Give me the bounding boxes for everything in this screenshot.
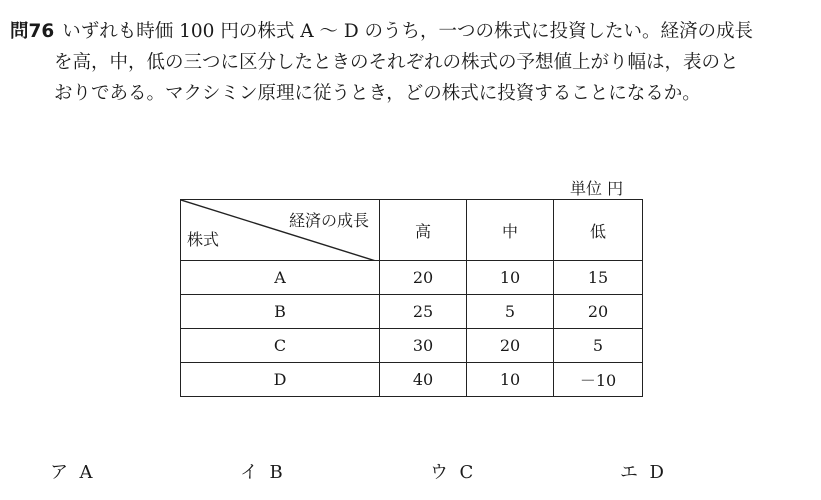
row-label: B xyxy=(181,295,380,329)
column-header-low: 低 xyxy=(554,200,643,261)
question-line-3: おりである。マクシミン原理に従うとき，どの株式に投資することになるか。 xyxy=(54,83,701,104)
choice-text: A xyxy=(79,462,93,483)
table-cell: 20 xyxy=(554,295,643,329)
question-line-1-text: いずれも時価 100 円の株式 A ～ D のうち，一つの株式に投資したい。経済の成長 xyxy=(62,21,754,42)
row-label: C xyxy=(181,329,380,363)
question-line-1 xyxy=(10,16,810,47)
question-number: 問76 xyxy=(10,21,55,42)
column-header-mid: 中 xyxy=(467,200,554,261)
choice-mark: エ xyxy=(620,462,638,483)
table-row xyxy=(181,261,643,295)
corner-column-header: 経済の成長 xyxy=(288,211,369,230)
choice-d[interactable] xyxy=(620,458,664,484)
choice-mark: ア xyxy=(50,462,68,483)
unit-label: 単位 円 xyxy=(570,179,624,198)
table-cell: －10 xyxy=(554,363,643,397)
table-cell: 5 xyxy=(554,329,643,363)
choice-a[interactable] xyxy=(50,458,92,484)
table-cell: 40 xyxy=(380,363,467,397)
row-label: A xyxy=(181,261,380,295)
choice-text: C xyxy=(459,462,474,483)
table-corner-cell xyxy=(181,200,380,261)
table-cell: 10 xyxy=(467,261,554,295)
table-cell: 5 xyxy=(467,295,554,329)
table-row xyxy=(181,329,643,363)
table-cell: 20 xyxy=(380,261,467,295)
choice-b[interactable] xyxy=(240,458,283,484)
payoff-table xyxy=(180,199,643,397)
table-row xyxy=(181,363,643,397)
choice-mark: イ xyxy=(240,462,258,483)
choice-mark: ウ xyxy=(430,462,448,483)
choice-text: B xyxy=(269,462,283,483)
row-label: D xyxy=(181,363,380,397)
table-cell: 15 xyxy=(554,261,643,295)
question-line-2: を高，中，低の三つに区分したときのそれぞれの株式の予想値上がり幅は，表のと xyxy=(54,52,739,73)
column-header-high: 高 xyxy=(380,200,467,261)
choice-c[interactable] xyxy=(430,458,473,484)
table-cell: 10 xyxy=(467,363,554,397)
corner-row-header: 株式 xyxy=(187,230,220,249)
table-header-row xyxy=(181,200,643,261)
question-text xyxy=(10,16,810,109)
table-row xyxy=(181,295,643,329)
choice-text: D xyxy=(649,462,664,483)
table-cell: 20 xyxy=(467,329,554,363)
table-cell: 25 xyxy=(380,295,467,329)
table-cell: 30 xyxy=(380,329,467,363)
